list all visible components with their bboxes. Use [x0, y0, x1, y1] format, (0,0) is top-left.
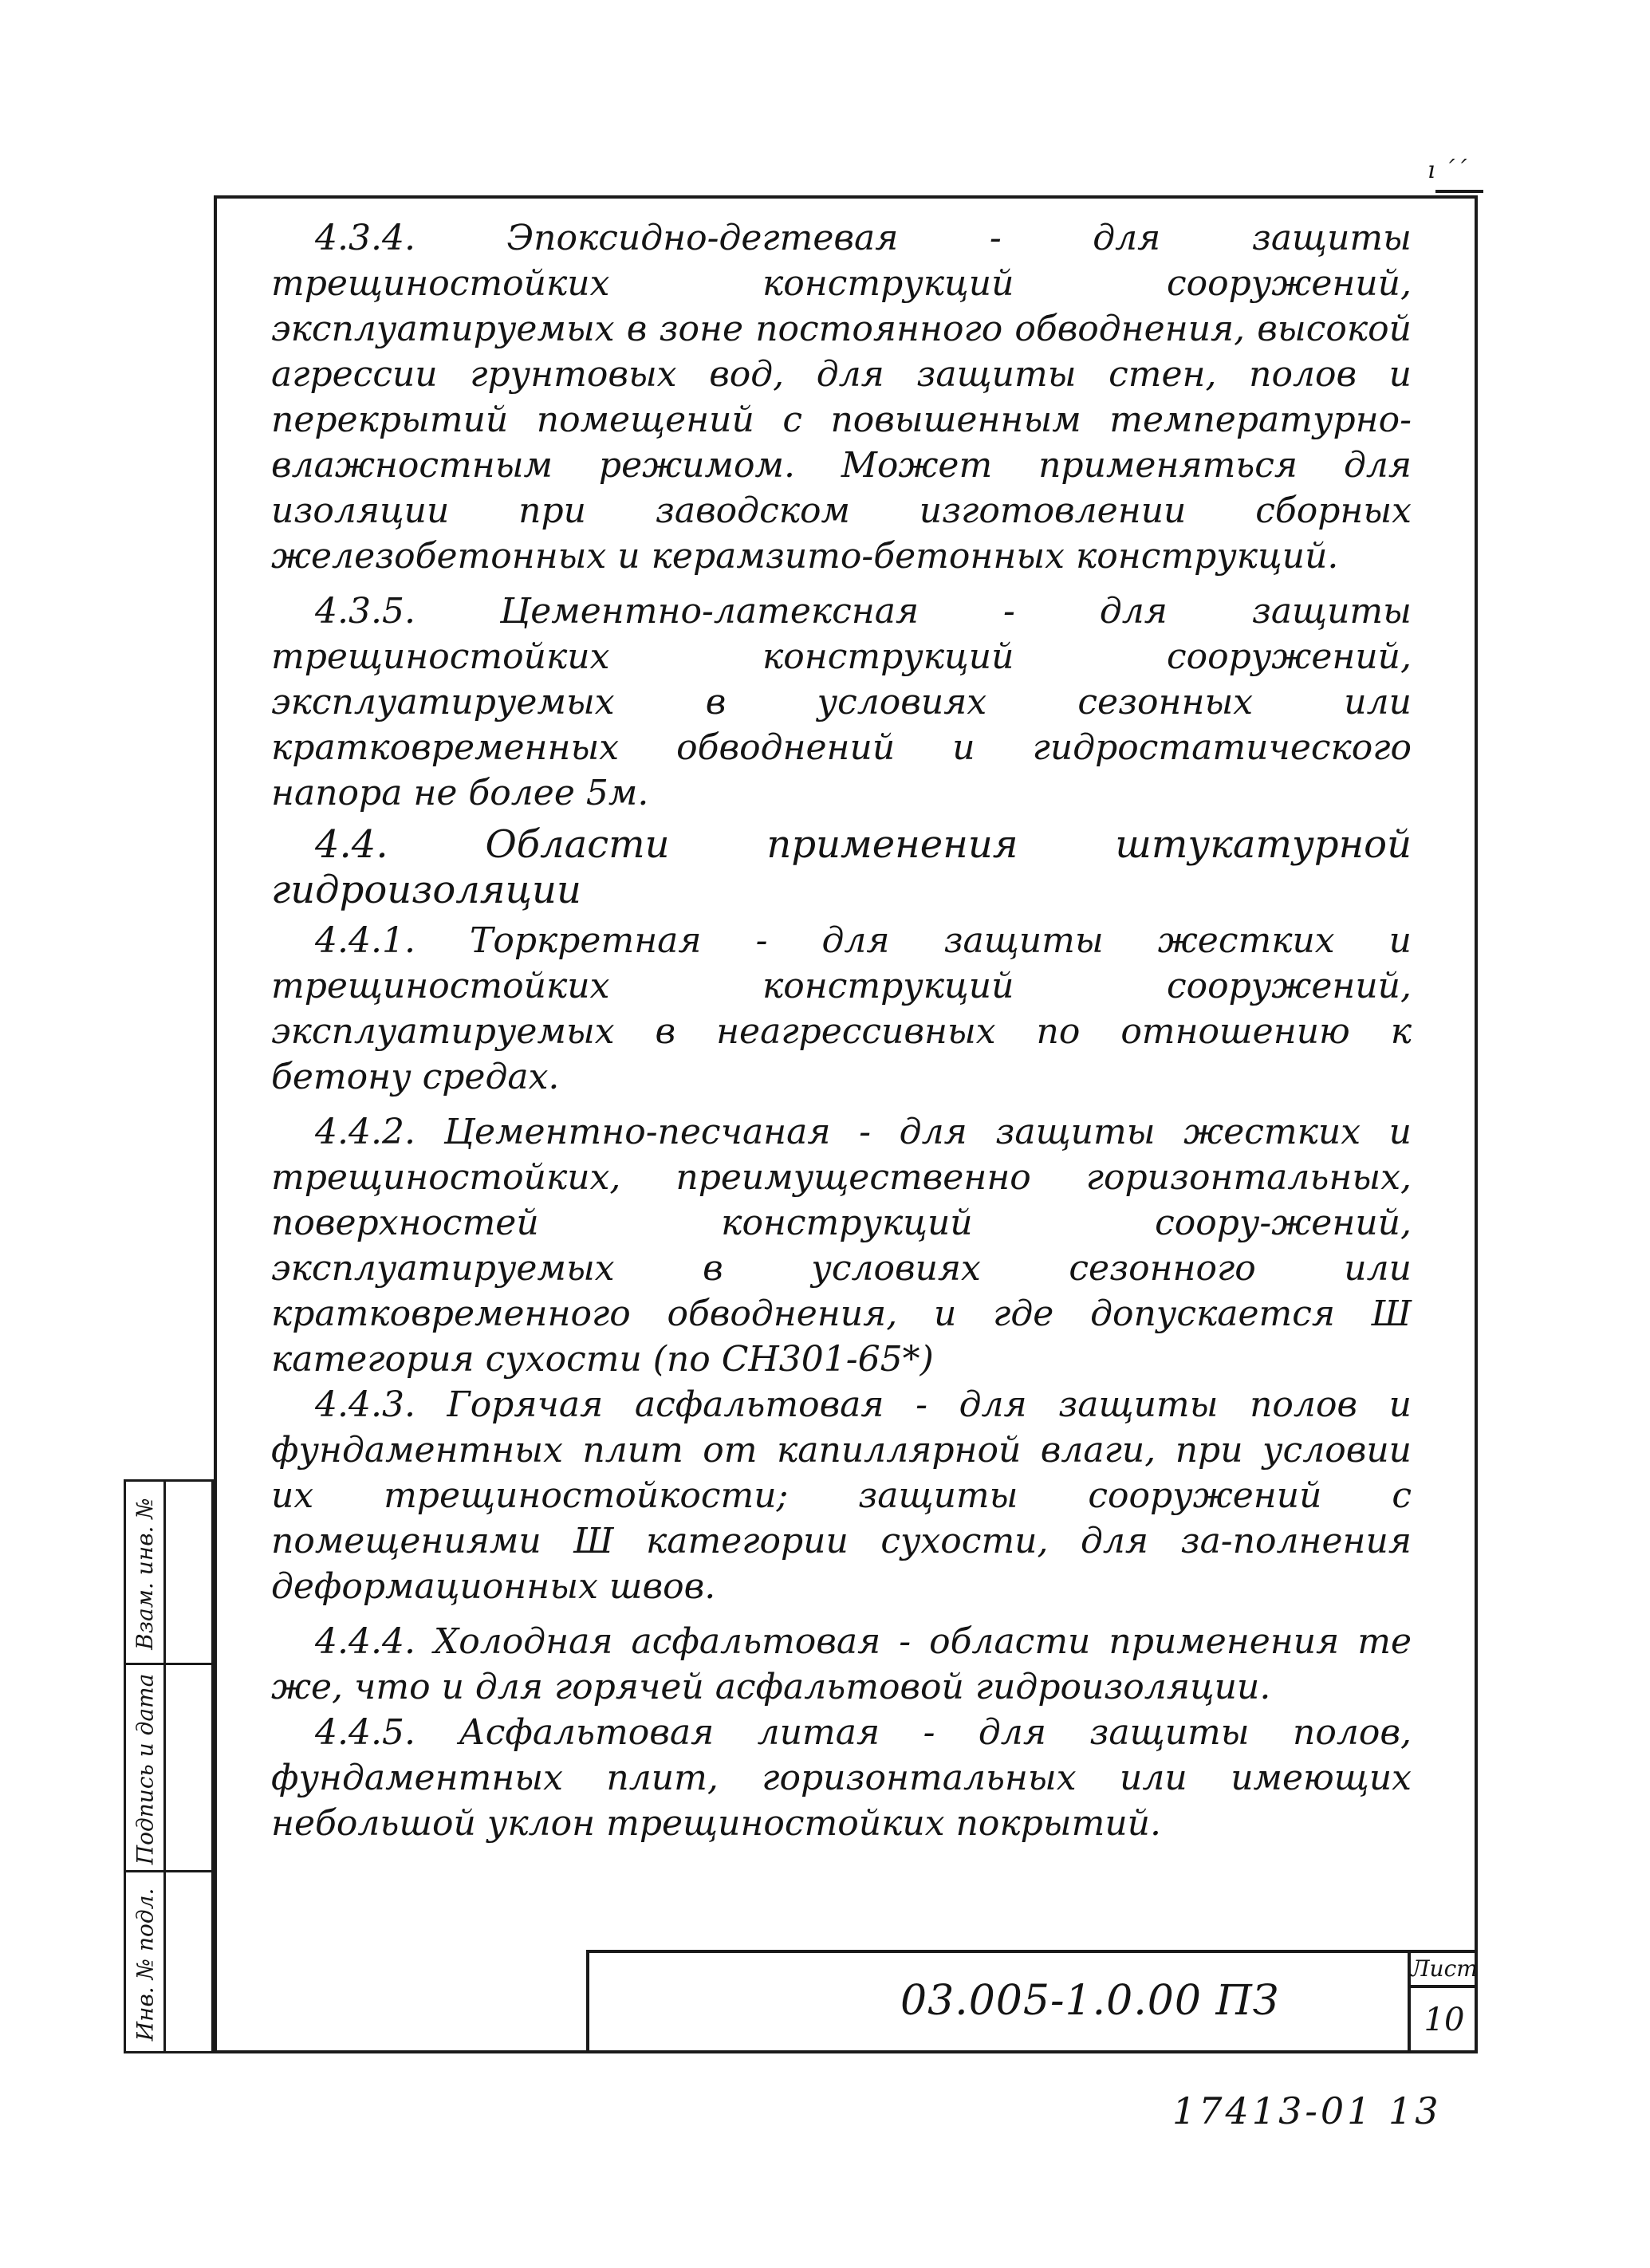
paragraph-4-4-4: 4.4.4. Холодная асфальтовая - области применения те же, что и для горячей асфальтовой гидроизоляции.	[271, 1621, 1412, 1707]
side-stamp-value-column	[166, 1482, 216, 2051]
body-text	[271, 215, 1412, 1846]
sheet-number: 10	[1424, 2002, 1465, 2038]
side-value-cell-middle	[166, 1665, 216, 1872]
side-stamp-label-column	[126, 1482, 166, 2051]
paragraph-4-4-5: 4.4.5. Асфальтовая литая - для защиты полов, фундаментных плит, горизонтальных или имеющих небольшой уклон трещиностойких покрытий.	[271, 1712, 1412, 1844]
title-block	[586, 1950, 1478, 2053]
frame-top-tick	[1435, 190, 1483, 193]
paragraph-4-4-2: 4.4.2. Цементно-песчаная - для защиты жестких и трещиностойких, преимущественно горизонтальных, поверхностей конструкций соору-жений, эксплуатируемых в условиях сезонного или кратковременного обводнения, и где допускается Ш категория сухости (по СН301-65*)	[271, 1112, 1412, 1380]
side-label-inv-no-orig: Инв. № подл.	[132, 1888, 159, 2041]
paragraph-4-3-5: 4.3.5. Цементно-латексная - для защиты трещиностойких конструкций сооружений, эксплуатируемых в условиях сезонных или кратковременных обводнений и гидростатического напора не более 5м.	[271, 591, 1412, 813]
document-code: 03.005-1.0.00 ПЗ	[900, 1977, 1280, 2025]
paragraph-4-3-4: 4.3.4. Эпоксидно-дегтевая - для защиты трещиностойких конструкций сооружений, эксплуатируемых в зоне постоянного обводнения, высокой агрессии грунтовых вод, для защиты стен, полов и перекрытий помещений с повышенным температурно-влажностным режимом. Может применяться для изоляции при заводском изготовлении сборных железобетонных и керамзито-бетонных конструкций.	[271, 218, 1412, 577]
sheet-box	[1408, 1953, 1478, 2053]
side-label-signature-date: Подпись и дата	[132, 1673, 158, 1864]
bottom-archive-number: 17413-01 13	[1172, 2089, 1442, 2132]
side-stamp	[124, 1479, 214, 2053]
section-heading-4-4: 4.4. Области применения штукатурной гидроизоляции	[271, 822, 1412, 912]
paragraph-4-4-1: 4.4.1. Торкретная - для защиты жестких и трещиностойких конструкций сооружений, эксплуатируемых в неагрессивных по отношению к бетону средах.	[271, 920, 1412, 1097]
paragraph-4-4-3: 4.4.3. Горячая асфальтовая - для защиты полов и фундаментных плит от капиллярной влаги, при условии их трещиностойкости; защиты сооружений с помещениями Ш категории сухости, для за-полнения деформационных швов.	[271, 1384, 1412, 1607]
side-value-cell-top	[166, 1482, 216, 1665]
sheet-label: Лист	[1411, 1953, 1478, 1988]
corner-mark: ı ´´	[1428, 156, 1467, 184]
side-label-replace-inv: Взам. инв. №	[132, 1497, 159, 1650]
